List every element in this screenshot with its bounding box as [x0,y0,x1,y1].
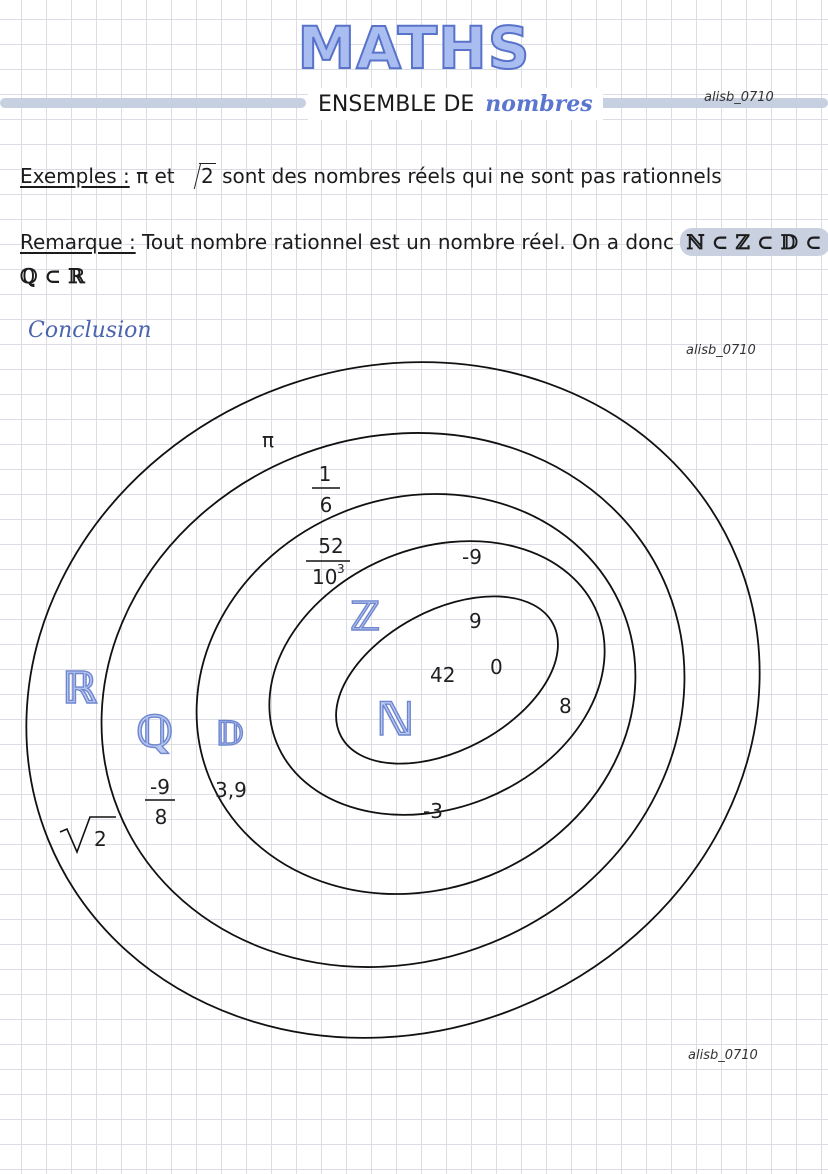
header-credit: alisb_0710 [704,90,774,105]
value-42: 42 [430,663,456,687]
page-title: MATHS [297,14,531,82]
set-label-Q: ℚ [136,707,174,758]
set-label-D: 𝔻 [216,714,245,754]
set-label-Z: ℤ [350,594,381,640]
value-9: 9 [469,609,482,633]
frac-52-num: 52 [318,534,344,558]
value-3-9: 3,9 [215,778,247,802]
value-m9: -9 [462,545,482,569]
footer-credit: alisb_0710 [688,1048,758,1063]
set-label-R: ℝ [62,663,98,714]
sqrt2-radical [60,817,116,852]
example-label: Exemples : [20,164,130,188]
value-m3: -3 [423,799,443,823]
frac-52-den-base: 10 [312,565,338,589]
frac-m9-8-den: 8 [154,805,168,829]
set-chain-highlight: ℕ ⊂ ℤ ⊂ 𝔻 ⊂ [680,228,828,256]
subtitle-accent: nombres [485,91,593,117]
value-0: 0 [490,655,503,679]
subtitle-main: ENSEMBLE DE [318,92,475,117]
sqrt-radicand: 2 [201,164,214,188]
diagram-pi: π [262,428,275,452]
remark-text: Tout nombre rationnel est un nombre réel. On a donc [142,230,675,254]
conclusion-credit: alisb_0710 [686,343,756,358]
frac-1-6-num: 1 [318,462,332,486]
example-conj: et [154,164,175,188]
conclusion-title: Conclusion [28,318,152,343]
sqrt2-radicand: 2 [94,827,107,851]
frac-m9-8-num: -9 [150,775,170,799]
frac-1-6-den: 6 [319,493,333,517]
set-label-N: ℕ [376,692,415,746]
set-chain-rest: ℚ ⊂ ℝ [20,264,85,288]
example-text: sont des nombres réels qui ne sont pas rationnels [222,164,722,188]
value-8: 8 [559,694,572,718]
example-pi: π [136,164,149,188]
remark-label: Remarque : [20,230,136,254]
frac-52-den-exp: 3 [337,562,345,576]
